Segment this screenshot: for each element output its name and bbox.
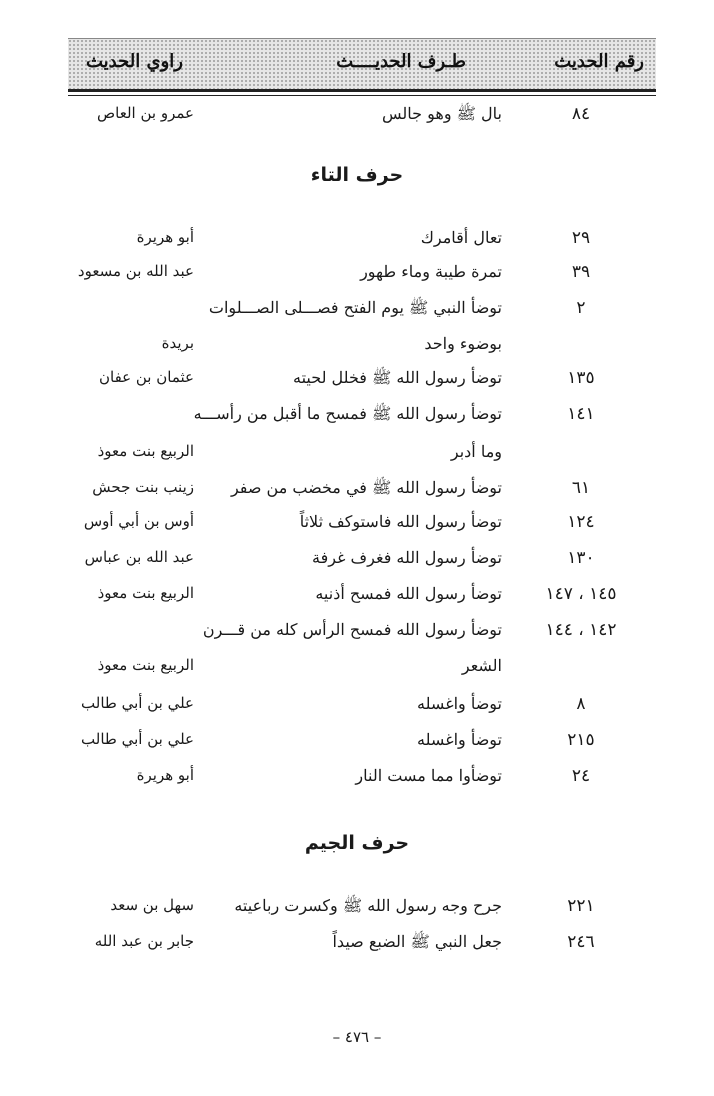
header-rule-thick	[68, 89, 656, 92]
hadith-text: بال ﷺ وهو جالس	[381, 104, 502, 123]
hadith-number: ٣٩	[571, 262, 591, 282]
section-heading-ta: حرف التاء	[310, 164, 404, 186]
hadith-narrator: عمرو بن العاص	[97, 104, 194, 122]
table-row	[0, 766, 714, 800]
table-row	[0, 584, 714, 618]
header-number-label: رقم الحديث	[554, 51, 644, 72]
hadith-narrator: عبد الله بن مسعود	[77, 262, 194, 280]
hadith-narrator: عبد الله بن عباس	[84, 548, 194, 566]
table-row	[0, 896, 714, 930]
hadith-text: توضأ رسول الله فمسح أذنيه	[315, 584, 502, 603]
hadith-number: ٦١	[571, 478, 591, 498]
hadith-number: ٢١٥	[567, 730, 595, 750]
hadith-text: توضأ رسول الله ﷺ فمسح ما أقبل من رأســـه	[193, 404, 502, 423]
table-row	[0, 512, 714, 546]
table-row	[0, 228, 714, 262]
hadith-number: ١٤٢ ، ١٤٤	[545, 620, 617, 640]
hadith-number: ٢٤	[571, 766, 591, 786]
hadith-text: توضأ واغسله	[417, 730, 502, 749]
hadith-text: الشعر	[461, 656, 502, 675]
hadith-narrator: علي بن أبي طالب	[81, 730, 194, 748]
hadith-narrator: جابر بن عبد الله	[94, 932, 194, 950]
table-row	[0, 932, 714, 966]
hadith-text: توضأ النبي ﷺ يوم الفتح فصـــلى الصـــلوات	[208, 298, 502, 317]
hadith-narrator: علي بن أبي طالب	[81, 694, 194, 712]
table-row	[0, 104, 714, 138]
hadith-narrator: أبو هريرة	[136, 766, 194, 784]
table-row	[0, 730, 714, 764]
table-row	[0, 620, 714, 654]
hadith-text: توضأ رسول الله فاستوكف ثلاثاً	[299, 512, 502, 531]
hadith-text: توضأوا مما مست النار	[355, 766, 502, 785]
hadith-text: تعال أقامرك	[420, 228, 502, 247]
table-row	[0, 262, 714, 296]
table-row	[0, 368, 714, 402]
table-header	[68, 38, 656, 89]
hadith-text: توضأ رسول الله فمسح الرأس كله من قـــرن	[202, 620, 502, 639]
page-number: – ٤٧٦ –	[332, 1028, 382, 1046]
hadith-narrator: بريدة	[161, 334, 194, 352]
hadith-number: ١٤١	[567, 404, 595, 424]
header-text-label: طـرف الحديــــث	[336, 51, 466, 72]
hadith-number: ٢	[576, 298, 586, 318]
header-rule-thin	[68, 95, 656, 96]
hadith-text: بوضوء واحد	[424, 334, 502, 353]
table-row	[0, 656, 714, 690]
hadith-narrator: عثمان بن عفان	[99, 368, 194, 386]
hadith-narrator: زينب بنت جحش	[92, 478, 194, 496]
hadith-narrator: الربيع بنت معوذ	[97, 656, 194, 674]
hadith-text: توضأ رسول الله ﷺ فخلل لحيته	[293, 368, 502, 387]
table-row	[0, 478, 714, 512]
hadith-number: ١٣٠	[567, 548, 595, 568]
hadith-number: ١٢٤	[567, 512, 595, 532]
table-row	[0, 404, 714, 438]
hadith-text: توضأ رسول الله ﷺ في مخضب من صفر	[230, 478, 502, 497]
hadith-narrator: الربيع بنت معوذ	[97, 584, 194, 602]
hadith-number: ١٤٥ ، ١٤٧	[545, 584, 617, 604]
table-row	[0, 442, 714, 476]
hadith-number: ٢٢١	[567, 896, 595, 916]
hadith-text: توضأ رسول الله فغرف غرفة	[312, 548, 502, 567]
hadith-narrator: الربيع بنت معوذ	[97, 442, 194, 460]
table-row	[0, 548, 714, 582]
hadith-narrator: أبو هريرة	[136, 228, 194, 246]
header-narrator-label: راوي الحديث	[86, 51, 183, 72]
hadith-number: ١٣٥	[567, 368, 595, 388]
hadith-text: توضأ واغسله	[417, 694, 502, 713]
hadith-narrator: أوس بن أبي أوس	[83, 512, 194, 530]
hadith-text: وما أدبر	[450, 442, 502, 461]
section-heading-jim: حرف الجيم	[304, 832, 410, 854]
hadith-number: ٨٤	[571, 104, 591, 124]
hadith-number: ٨	[576, 694, 586, 714]
hadith-number: ٢٩	[571, 228, 591, 248]
table-row	[0, 334, 714, 368]
hadith-narrator: سهل بن سعد	[110, 896, 194, 914]
table-row	[0, 694, 714, 728]
hadith-text: تمرة طيبة وماء طهور	[360, 262, 502, 281]
hadith-text: جرح وجه رسول الله ﷺ وكسرت رباعيته	[234, 896, 502, 915]
table-row	[0, 298, 714, 332]
hadith-number: ٢٤٦	[567, 932, 595, 952]
hadith-text: جعل النبي ﷺ الضبع صيداً	[332, 932, 502, 951]
